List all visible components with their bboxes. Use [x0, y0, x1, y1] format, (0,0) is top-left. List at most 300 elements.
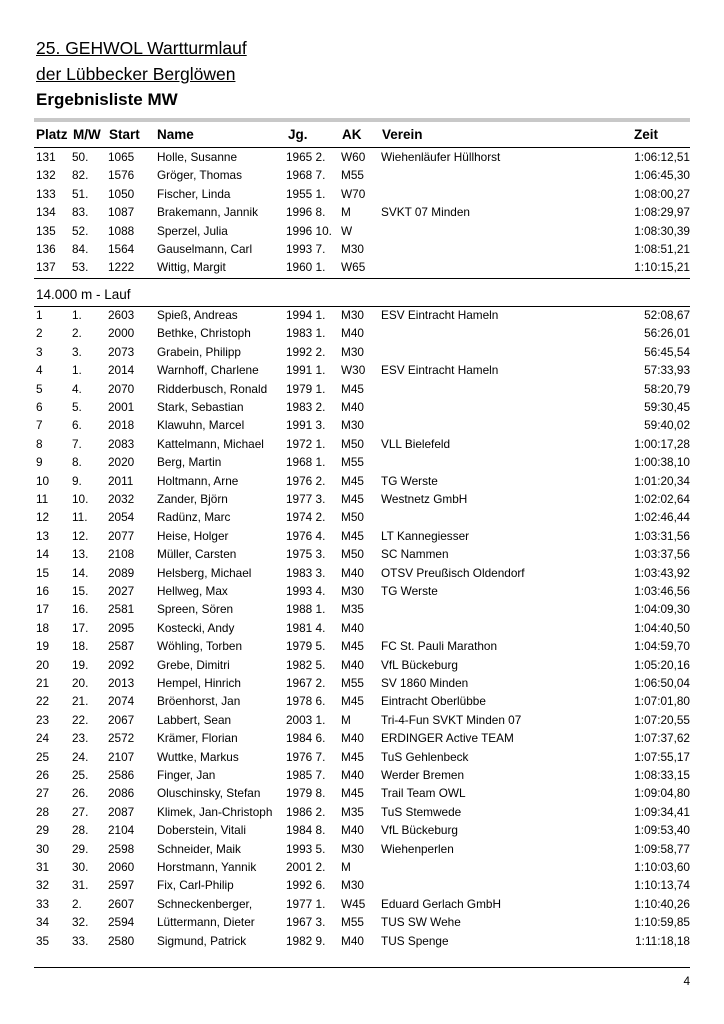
cell-jg: 1975 3.: [286, 547, 326, 562]
cell-mw: 19.: [72, 657, 89, 672]
column-header-name: Name: [157, 127, 194, 142]
cell-verein: VfL Bückeburg: [381, 823, 458, 838]
cell-start: 2594: [108, 915, 135, 930]
table-row: [0, 840, 724, 858]
cell-mw: 9.: [72, 473, 82, 488]
cell-platz: 2: [36, 326, 43, 341]
table-row: [0, 582, 724, 600]
cell-platz: 35: [36, 933, 50, 948]
cell-platz: 34: [36, 915, 50, 930]
cell-ak: W30: [341, 363, 366, 378]
cell-platz: 4: [36, 363, 43, 378]
cell-ak: M40: [341, 400, 364, 414]
document-title-line-2: der Lübbecker Berglöwen: [36, 64, 236, 84]
table-row: [0, 185, 724, 203]
cell-ak: M45: [341, 473, 364, 488]
cell-name: Kattelmann, Michael: [157, 436, 264, 451]
cell-zeit: 1:09:53,40: [634, 823, 690, 838]
table-row: [0, 148, 724, 166]
cell-ak: M30: [341, 841, 364, 856]
cell-platz: 30: [36, 841, 50, 856]
cell-zeit: 1:04:40,50: [634, 620, 690, 635]
cell-zeit: 1:07:01,80: [634, 694, 690, 709]
cell-jg: 1982 9.: [286, 933, 326, 948]
column-header-jg: Jg.: [288, 127, 308, 142]
cell-zeit: 1:07:55,17: [634, 749, 690, 764]
cell-ak: M45: [341, 639, 364, 654]
table-row: [0, 490, 724, 508]
cell-zeit: 1:05:20,16: [634, 657, 690, 672]
cell-ak: M30: [341, 584, 364, 598]
cell-verein: TG Werste: [381, 473, 438, 488]
cell-start: 2086: [108, 786, 135, 801]
cell-verein: VLL Bielefeld: [381, 436, 451, 451]
cell-zeit: 1:08:30,39: [634, 223, 690, 238]
table-row: [0, 361, 724, 379]
table-row: [0, 674, 724, 692]
table-row: [0, 564, 724, 582]
cell-start: 2077: [108, 528, 135, 543]
cell-name: Klawuhn, Marcel: [157, 418, 245, 433]
cell-platz: 3: [36, 344, 43, 359]
cell-jg: 1976 7.: [286, 749, 326, 764]
cell-mw: 50.: [72, 150, 89, 164]
cell-name: Hellweg, Max: [157, 584, 228, 598]
cell-ak: W: [341, 223, 353, 238]
cell-platz: 29: [36, 823, 50, 838]
column-header-verein: Verein: [382, 127, 423, 142]
cell-name: Brakemann, Jannik: [157, 205, 258, 220]
cell-ak: M: [341, 860, 351, 874]
cell-zeit: 56:45,54: [644, 344, 690, 359]
cell-zeit: 1:03:43,92: [634, 565, 690, 580]
cell-jg: 1955 1.: [286, 186, 326, 201]
cell-ak: M: [341, 712, 351, 727]
cell-platz: 26: [36, 768, 50, 782]
cell-verein: OTSV Preußisch Oldendorf: [381, 565, 525, 580]
cell-mw: 15.: [72, 584, 89, 598]
cell-zeit: 1:06:12,51: [634, 150, 690, 164]
cell-verein: TuS Stemwede: [381, 804, 462, 819]
cell-jg: 1996 8.: [286, 205, 326, 220]
table-row: [0, 821, 724, 839]
cell-start: 2580: [108, 933, 135, 948]
cell-platz: 137: [36, 260, 56, 275]
cell-name: Horstmann, Yannik: [157, 860, 257, 874]
cell-verein: SVKT 07 Minden: [381, 205, 470, 220]
cell-name: Kostecki, Andy: [157, 620, 235, 635]
cell-name: Gauselmann, Carl: [157, 242, 253, 256]
cell-mw: 21.: [72, 694, 89, 709]
cell-start: 1564: [108, 242, 135, 256]
table-row: [0, 398, 724, 416]
cell-ak: M45: [341, 749, 364, 764]
cell-name: Helsberg, Michael: [157, 565, 252, 580]
cell-jg: 1967 3.: [286, 915, 326, 930]
cell-jg: 1991 3.: [286, 418, 326, 433]
cell-mw: 82.: [72, 168, 89, 183]
cell-jg: 1992 6.: [286, 878, 326, 893]
cell-mw: 33.: [72, 933, 89, 948]
table-header: [0, 125, 724, 145]
cell-verein: Eintracht Oberlübbe: [381, 694, 486, 709]
table-row: [0, 748, 724, 766]
cell-name: Wuttke, Markus: [157, 749, 239, 764]
cell-zeit: 1:06:50,04: [634, 676, 690, 690]
cell-start: 2087: [108, 804, 135, 819]
cell-zeit: 1:10:03,60: [634, 860, 690, 874]
cell-mw: 27.: [72, 804, 89, 819]
cell-zeit: 1:08:51,21: [634, 242, 690, 256]
cell-start: 2107: [108, 749, 135, 764]
cell-zeit: 1:06:45,30: [634, 168, 690, 183]
cell-ak: M35: [341, 804, 364, 819]
cell-zeit: 1:04:59,70: [634, 639, 690, 654]
cell-name: Fischer, Linda: [157, 186, 231, 201]
cell-jg: 1988 1.: [286, 602, 326, 617]
cell-name: Schneider, Maik: [157, 841, 241, 856]
cell-start: 2018: [108, 418, 135, 433]
table-row: [0, 380, 724, 398]
column-header-mw: M/W: [73, 127, 101, 142]
cell-start: 2013: [108, 676, 135, 690]
cell-jg: 1993 5.: [286, 841, 326, 856]
cell-start: 1576: [108, 168, 135, 183]
cell-ak: W70: [341, 186, 366, 201]
cell-verein: Wiehenperlen: [381, 841, 454, 856]
cell-zeit: 1:10:40,26: [634, 896, 690, 911]
cell-start: 2067: [108, 712, 135, 727]
table-row: [0, 343, 724, 361]
cell-start: 2014: [108, 363, 135, 378]
cell-zeit: 1:08:33,15: [634, 768, 690, 782]
column-header-zeit: Zeit: [634, 127, 659, 142]
cell-platz: 5: [36, 381, 43, 396]
cell-platz: 14: [36, 547, 50, 562]
table-row: [0, 545, 724, 563]
cell-jg: 1972 1.: [286, 436, 326, 451]
cell-ak: M35: [341, 602, 364, 617]
cell-zeit: 1:09:04,80: [634, 786, 690, 801]
cell-platz: 25: [36, 749, 50, 764]
cell-zeit: 1:02:02,64: [634, 492, 690, 506]
cell-platz: 9: [36, 455, 43, 470]
cell-start: 2074: [108, 694, 135, 709]
cell-verein: TUS Spenge: [381, 933, 449, 948]
table-row: [0, 656, 724, 674]
table-row: [0, 876, 724, 894]
cell-mw: 16.: [72, 602, 89, 617]
page-number: 4: [683, 974, 690, 988]
cell-name: Grebe, Dimitri: [157, 657, 230, 672]
cell-jg: 1979 5.: [286, 639, 326, 654]
cell-mw: 18.: [72, 639, 89, 654]
cell-mw: 51.: [72, 186, 89, 201]
table-row: [0, 324, 724, 342]
cell-mw: 3.: [72, 344, 82, 359]
cell-platz: 20: [36, 657, 50, 672]
table-row: [0, 766, 724, 784]
cell-name: Bethke, Christoph: [157, 326, 251, 341]
cell-ak: M50: [341, 547, 364, 562]
cell-ak: M45: [341, 786, 364, 801]
table-row: [0, 222, 724, 240]
cell-start: 2060: [108, 860, 135, 874]
cell-name: Spreen, Sören: [157, 602, 234, 617]
cell-ak: M45: [341, 381, 364, 396]
cell-name: Sigmund, Patrick: [157, 933, 247, 948]
cell-mw: 24.: [72, 749, 89, 764]
table-row: [0, 240, 724, 258]
table-row: [0, 600, 724, 618]
cell-jg: 1968 7.: [286, 168, 326, 183]
cell-mw: 7.: [72, 436, 82, 451]
cell-verein: VfL Bückeburg: [381, 657, 458, 672]
section-label: 14.000 m - Lauf: [36, 287, 131, 302]
cell-ak: M45: [341, 694, 364, 709]
cell-zeit: 57:33,93: [644, 363, 690, 378]
cell-zeit: 1:03:31,56: [634, 528, 690, 543]
cell-zeit: 1:10:59,85: [634, 915, 690, 930]
cell-platz: 17: [36, 602, 50, 617]
cell-platz: 11: [36, 492, 49, 506]
table-row: [0, 784, 724, 802]
cell-start: 1222: [108, 260, 135, 275]
cell-name: Oluschinsky, Stefan: [157, 786, 261, 801]
cell-platz: 1: [36, 308, 43, 322]
cell-jg: 1967 2.: [286, 676, 326, 690]
column-header-ak: AK: [342, 127, 362, 142]
cell-verein: Werder Bremen: [381, 768, 465, 782]
cell-name: Doberstein, Vitali: [157, 823, 246, 838]
column-header-platz: Platz: [36, 127, 68, 142]
cell-start: 2020: [108, 455, 135, 470]
cell-jg: 1991 1.: [286, 363, 326, 378]
cell-platz: 136: [36, 242, 56, 256]
cell-platz: 131: [36, 150, 56, 164]
cell-platz: 8: [36, 436, 43, 451]
cell-jg: 1994 1.: [286, 308, 326, 322]
cell-jg: 1996 10.: [286, 223, 332, 238]
cell-jg: 1983 1.: [286, 326, 326, 341]
cell-zeit: 59:30,45: [644, 400, 690, 414]
table-row: [0, 416, 724, 434]
cell-zeit: 1:07:37,62: [634, 731, 690, 746]
cell-verein: FC St. Pauli Marathon: [381, 639, 498, 654]
cell-ak: M50: [341, 510, 364, 525]
cell-start: 1088: [108, 223, 135, 238]
cell-jg: 1984 8.: [286, 823, 326, 838]
table-row: [0, 729, 724, 747]
cell-mw: 53.: [72, 260, 89, 275]
cell-start: 2603: [108, 308, 135, 322]
cell-name: Berg, Martin: [157, 455, 222, 470]
document-subtitle: Ergebnisliste MW: [36, 90, 178, 109]
cell-verein: Tri-4-Fun SVKT Minden 07: [381, 712, 522, 727]
cell-verein: LT Kannegiesser: [381, 528, 470, 543]
cell-ak: M30: [341, 344, 364, 359]
cell-jg: 1976 4.: [286, 528, 326, 543]
column-header-start: Start: [109, 127, 140, 142]
cell-jg: 1974 2.: [286, 510, 326, 525]
cell-mw: 26.: [72, 786, 89, 801]
cell-name: Grabein, Philipp: [157, 344, 241, 359]
cell-start: 2001: [108, 400, 135, 414]
cell-jg: 1960 1.: [286, 260, 326, 275]
cell-platz: 135: [36, 223, 56, 238]
table-row: [0, 858, 724, 876]
cell-zeit: 1:02:46,44: [634, 510, 690, 525]
cell-jg: 1985 7.: [286, 768, 326, 782]
cell-start: 2598: [108, 841, 135, 856]
cell-zeit: 1:03:37,56: [634, 547, 690, 562]
cell-name: Warnhoff, Charlene: [157, 363, 259, 378]
cell-jg: 1979 8.: [286, 786, 326, 801]
cell-start: 2054: [108, 510, 135, 525]
cell-ak: M30: [341, 418, 364, 433]
cell-mw: 11.: [72, 510, 88, 525]
cell-ak: M30: [341, 878, 364, 893]
cell-name: Klimek, Jan-Christoph: [157, 804, 273, 819]
cell-verein: Trail Team OWL: [381, 786, 466, 801]
cell-ak: M55: [341, 168, 364, 183]
cell-mw: 30.: [72, 860, 89, 874]
cell-zeit: 1:11:18,18: [635, 933, 690, 948]
cell-platz: 134: [36, 205, 56, 220]
cell-name: Schneckenberger,: [157, 896, 253, 911]
cell-ak: M55: [341, 455, 364, 470]
cell-name: Wittig, Margit: [157, 260, 226, 275]
cell-verein: TG Werste: [381, 584, 438, 598]
table-row: [0, 932, 724, 950]
cell-zeit: 1:00:17,28: [634, 436, 690, 451]
cell-platz: 7: [36, 418, 43, 433]
cell-mw: 10.: [72, 492, 89, 506]
cell-name: Wöhling, Torben: [157, 639, 243, 654]
cell-platz: 10: [36, 473, 50, 488]
cell-start: 2089: [108, 565, 135, 580]
cell-platz: 18: [36, 620, 50, 635]
cell-start: 2104: [108, 823, 135, 838]
cell-zeit: 1:00:38,10: [634, 455, 690, 470]
cell-zeit: 1:10:13,74: [634, 878, 690, 893]
cell-zeit: 1:07:20,55: [634, 712, 690, 727]
cell-mw: 5.: [72, 400, 82, 414]
table-row: [0, 692, 724, 710]
table-row: [0, 453, 724, 471]
cell-verein: ERDINGER Active TEAM: [381, 731, 514, 746]
cell-jg: 1982 5.: [286, 657, 326, 672]
table-row: [0, 527, 724, 545]
cell-verein: Wiehenläufer Hüllhorst: [381, 150, 501, 164]
header-gray-rule: [34, 118, 690, 122]
table-row: [0, 619, 724, 637]
cell-jg: 2003 1.: [286, 712, 326, 727]
cell-ak: M50: [341, 436, 364, 451]
cell-name: Hempel, Hinrich: [157, 676, 241, 690]
cell-jg: 1979 1.: [286, 381, 326, 396]
cell-mw: 6.: [72, 418, 82, 433]
cell-ak: M40: [341, 933, 364, 948]
cell-platz: 16: [36, 584, 50, 598]
cell-jg: 1978 6.: [286, 694, 326, 709]
cell-name: Müller, Carsten: [157, 547, 237, 562]
cell-jg: 1984 6.: [286, 731, 326, 746]
table-row: [0, 803, 724, 821]
cell-name: Bröenhorst, Jan: [157, 694, 241, 709]
cell-ak: M40: [341, 326, 364, 341]
cell-name: Zander, Björn: [157, 492, 228, 506]
cell-start: 2587: [108, 639, 135, 654]
cell-ak: M40: [341, 731, 364, 746]
cell-platz: 24: [36, 731, 50, 746]
document-title-line-1: 25. GEHWOL Wartturmlauf: [36, 38, 247, 58]
cell-mw: 8.: [72, 455, 82, 470]
cell-platz: 13: [36, 528, 50, 543]
cell-name: Sperzel, Julia: [157, 223, 228, 238]
cell-name: Finger, Jan: [157, 768, 216, 782]
cell-name: Labbert, Sean: [157, 712, 232, 727]
top-table-bottom-rule: [34, 278, 690, 279]
cell-zeit: 1:10:15,21: [634, 260, 690, 275]
cell-jg: 1977 3.: [286, 492, 326, 506]
table-row: [0, 435, 724, 453]
cell-jg: 1976 2.: [286, 473, 326, 488]
cell-mw: 52.: [72, 223, 89, 238]
cell-verein: ESV Eintracht Hameln: [381, 308, 499, 322]
cell-mw: 32.: [72, 915, 89, 930]
cell-mw: 4.: [72, 381, 82, 396]
cell-mw: 2.: [72, 896, 82, 911]
cell-name: Radünz, Marc: [157, 510, 231, 525]
cell-platz: 32: [36, 878, 50, 893]
cell-start: 2607: [108, 896, 135, 911]
cell-verein: ESV Eintracht Hameln: [381, 363, 499, 378]
cell-zeit: 56:26,01: [644, 326, 690, 341]
cell-platz: 31: [36, 860, 50, 874]
cell-jg: 1981 4.: [286, 620, 326, 635]
cell-ak: M40: [341, 657, 364, 672]
cell-mw: 20.: [72, 676, 89, 690]
table-row: [0, 166, 724, 184]
cell-start: 2572: [108, 731, 135, 746]
cell-mw: 14.: [72, 565, 89, 580]
cell-platz: 28: [36, 804, 50, 819]
cell-ak: W65: [341, 260, 366, 275]
table-row: [0, 258, 724, 276]
cell-ak: M45: [341, 492, 364, 506]
cell-start: 1050: [108, 186, 135, 201]
cell-name: Holtmann, Arne: [157, 473, 239, 488]
cell-name: Holle, Susanne: [157, 150, 238, 164]
cell-jg: 1983 2.: [286, 400, 326, 414]
cell-start: 2011: [108, 473, 134, 488]
cell-ak: M40: [341, 620, 364, 635]
cell-ak: M40: [341, 565, 364, 580]
table-row: [0, 472, 724, 490]
cell-mw: 1.: [72, 363, 82, 378]
cell-zeit: 1:09:34,41: [634, 804, 690, 819]
cell-name: Stark, Sebastian: [157, 400, 244, 414]
cell-platz: 19: [36, 639, 50, 654]
table-row: [0, 913, 724, 931]
cell-jg: 1986 2.: [286, 804, 326, 819]
cell-mw: 12.: [72, 528, 89, 543]
cell-mw: 2.: [72, 326, 82, 341]
cell-verein: TUS SW Wehe: [381, 915, 461, 930]
cell-ak: M40: [341, 823, 364, 838]
cell-start: 2070: [108, 381, 135, 396]
